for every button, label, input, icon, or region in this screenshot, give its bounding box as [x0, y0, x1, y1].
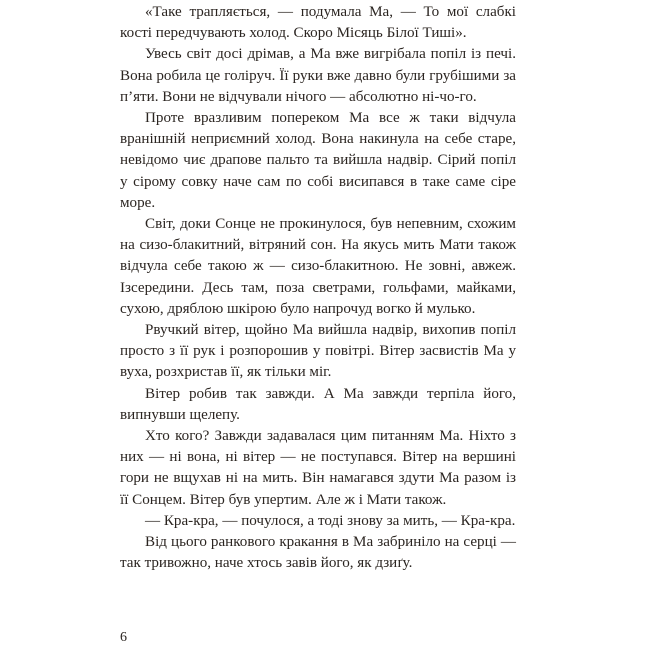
page-number: 6 [120, 630, 127, 645]
paragraph: — Кра-кра, — почулося, а тоді знову за мить, — Кра-кра. [145, 512, 516, 529]
paragraph: «Таке трапляється, — подумала Ма, — То мої слабкі кості передчувають холод. Скоро Місяць Білої Тиші». [120, 4, 516, 42]
paragraph: Світ, доки Сонце не прокинулося, був непевним, схожим на сизо-блакитний, вітряний сон. На якусь мить Мати також відчула себе такою ж — сизо-блакитною. Не зовні, авжеж. Ізсередини. Десь там, поза светрами, гольфами, майками, сухою, дряблою шкірою було напрочуд вогко й мулько. [120, 216, 516, 317]
paragraph: Від цього ранкового кракання в Ма забриніло на серці — так тривожно, наче хтось завів його, як дзиґу. [120, 534, 516, 572]
paragraph: Проте вразливим попереком Ма все ж таки відчула вранішній неприємний холод. Вона накинула на себе старе, невідомо чиє драпове пальто та вийшла надвір. Сірий попіл у сірому совку наче сам по собі висипався в таке саме сіре море. [120, 110, 516, 211]
paragraph: Рвучкий вітер, щойно Ма вийшла надвір, вихопив попіл просто з її рук і розпорошив у повітрі. Вітер засвистів Ма у вуха, розхристав її, як тільки міг. [120, 322, 516, 381]
body-text-block [120, 2, 516, 574]
paragraph: Увесь світ досі дрімав, а Ма вже вигрібала попіл із печі. Вона робила це голіруч. Її руки вже давно були грубішими за п’яти. Вони не відчували нічого — абсолютно ні-чо-го. [120, 46, 516, 105]
paragraph: Вітер робив так завжди. А Ма завжди терпіла його, випнувши щелепу. [120, 385, 516, 423]
paragraph: Хто кого? Завжди задавалася цим питанням Ма. Ніхто з них — ні вона, ні вітер — не поступався. Вітер на вершині гори не вщухав ні на мить. Він намагався здути Ма разом із її Сонцем. Вітер був упертим. Але ж і Мати також. [120, 428, 516, 508]
